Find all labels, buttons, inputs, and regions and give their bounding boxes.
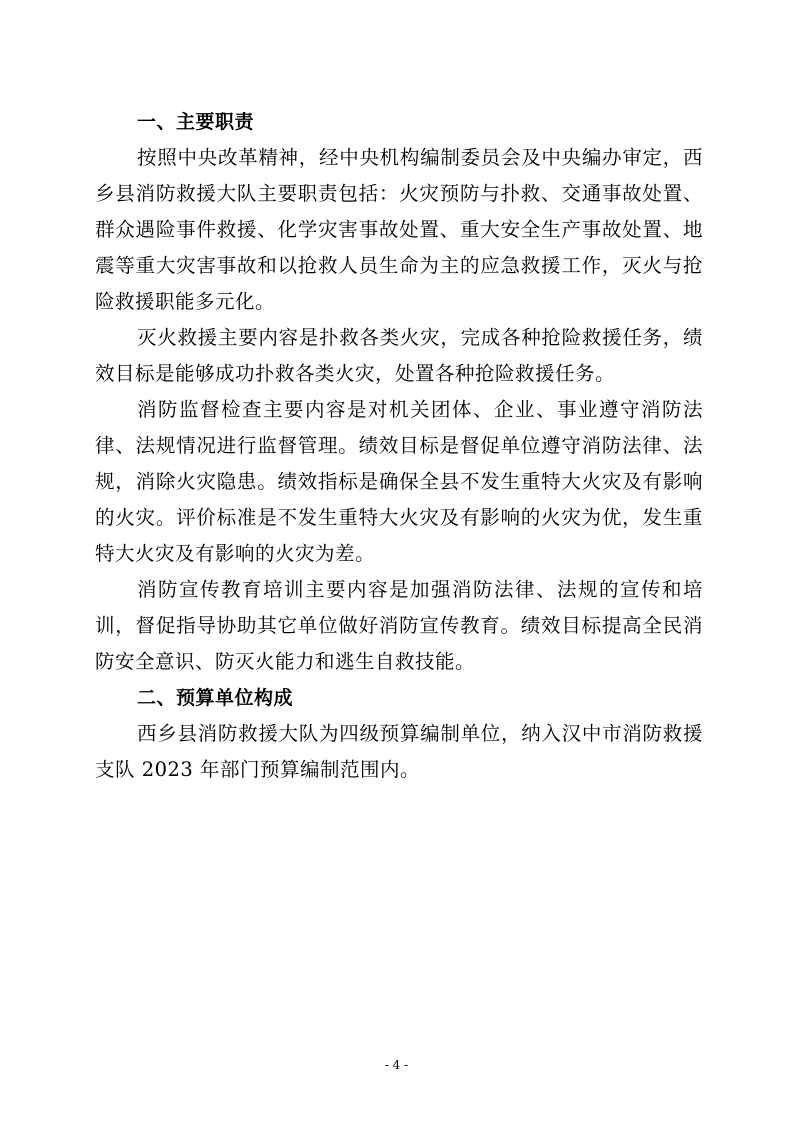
document-body: [95, 104, 703, 788]
paragraph-firefighting-rescue: 灭火救援主要内容是扑救各类火灾，完成各种抢险救援任务，绩效目标是能够成功扑救各类火灾，处置各种抢险救援任务。: [95, 326, 703, 385]
section-heading-duties: 一、主要职责: [137, 111, 255, 133]
paragraph-fire-education: 消防宣传教育培训主要内容是加强消防法律、法规的宣传和培训，督促指导协助其它单位做好消防宣传教育。绩效目标提高全民消防安全意识、防灭火能力和逃生自救技能。: [95, 578, 703, 673]
paragraph-budget-units: 西乡县消防救援大队为四级预算编制单位，纳入汉中市消防救援支队 2023 年部门预算编制范围内。: [95, 722, 703, 781]
paragraph-duties-overview: 按照中央改革精神，经中央机构编制委员会及中央编办审定，西乡县消防救援大队主要职责包括：火灾预防与扑救、交通事故处置、群众遇险事件救援、化学灾害事故处置、重大安全生产事故处置、地震等重大灾害事故和以抢救人员生命为主的应急救援工作，灭火与抢险救援职能多元化。: [95, 146, 703, 313]
page-number: - 4 -: [384, 1058, 409, 1072]
paragraph-fire-supervision: 消防监督检查主要内容是对机关团体、企业、事业遵守消防法律、法规情况进行监督管理。绩效目标是督促单位遵守消防法律、法规，消除火灾隐患。绩效指标是确保全县不发生重特大火灾及有影响的火灾。评价标准是不发生重特大火灾及有影响的火灾为优，发生重特大火灾及有影响的火灾为差。: [95, 398, 703, 565]
section-heading-budget-units: 二、预算单位构成: [137, 687, 294, 709]
